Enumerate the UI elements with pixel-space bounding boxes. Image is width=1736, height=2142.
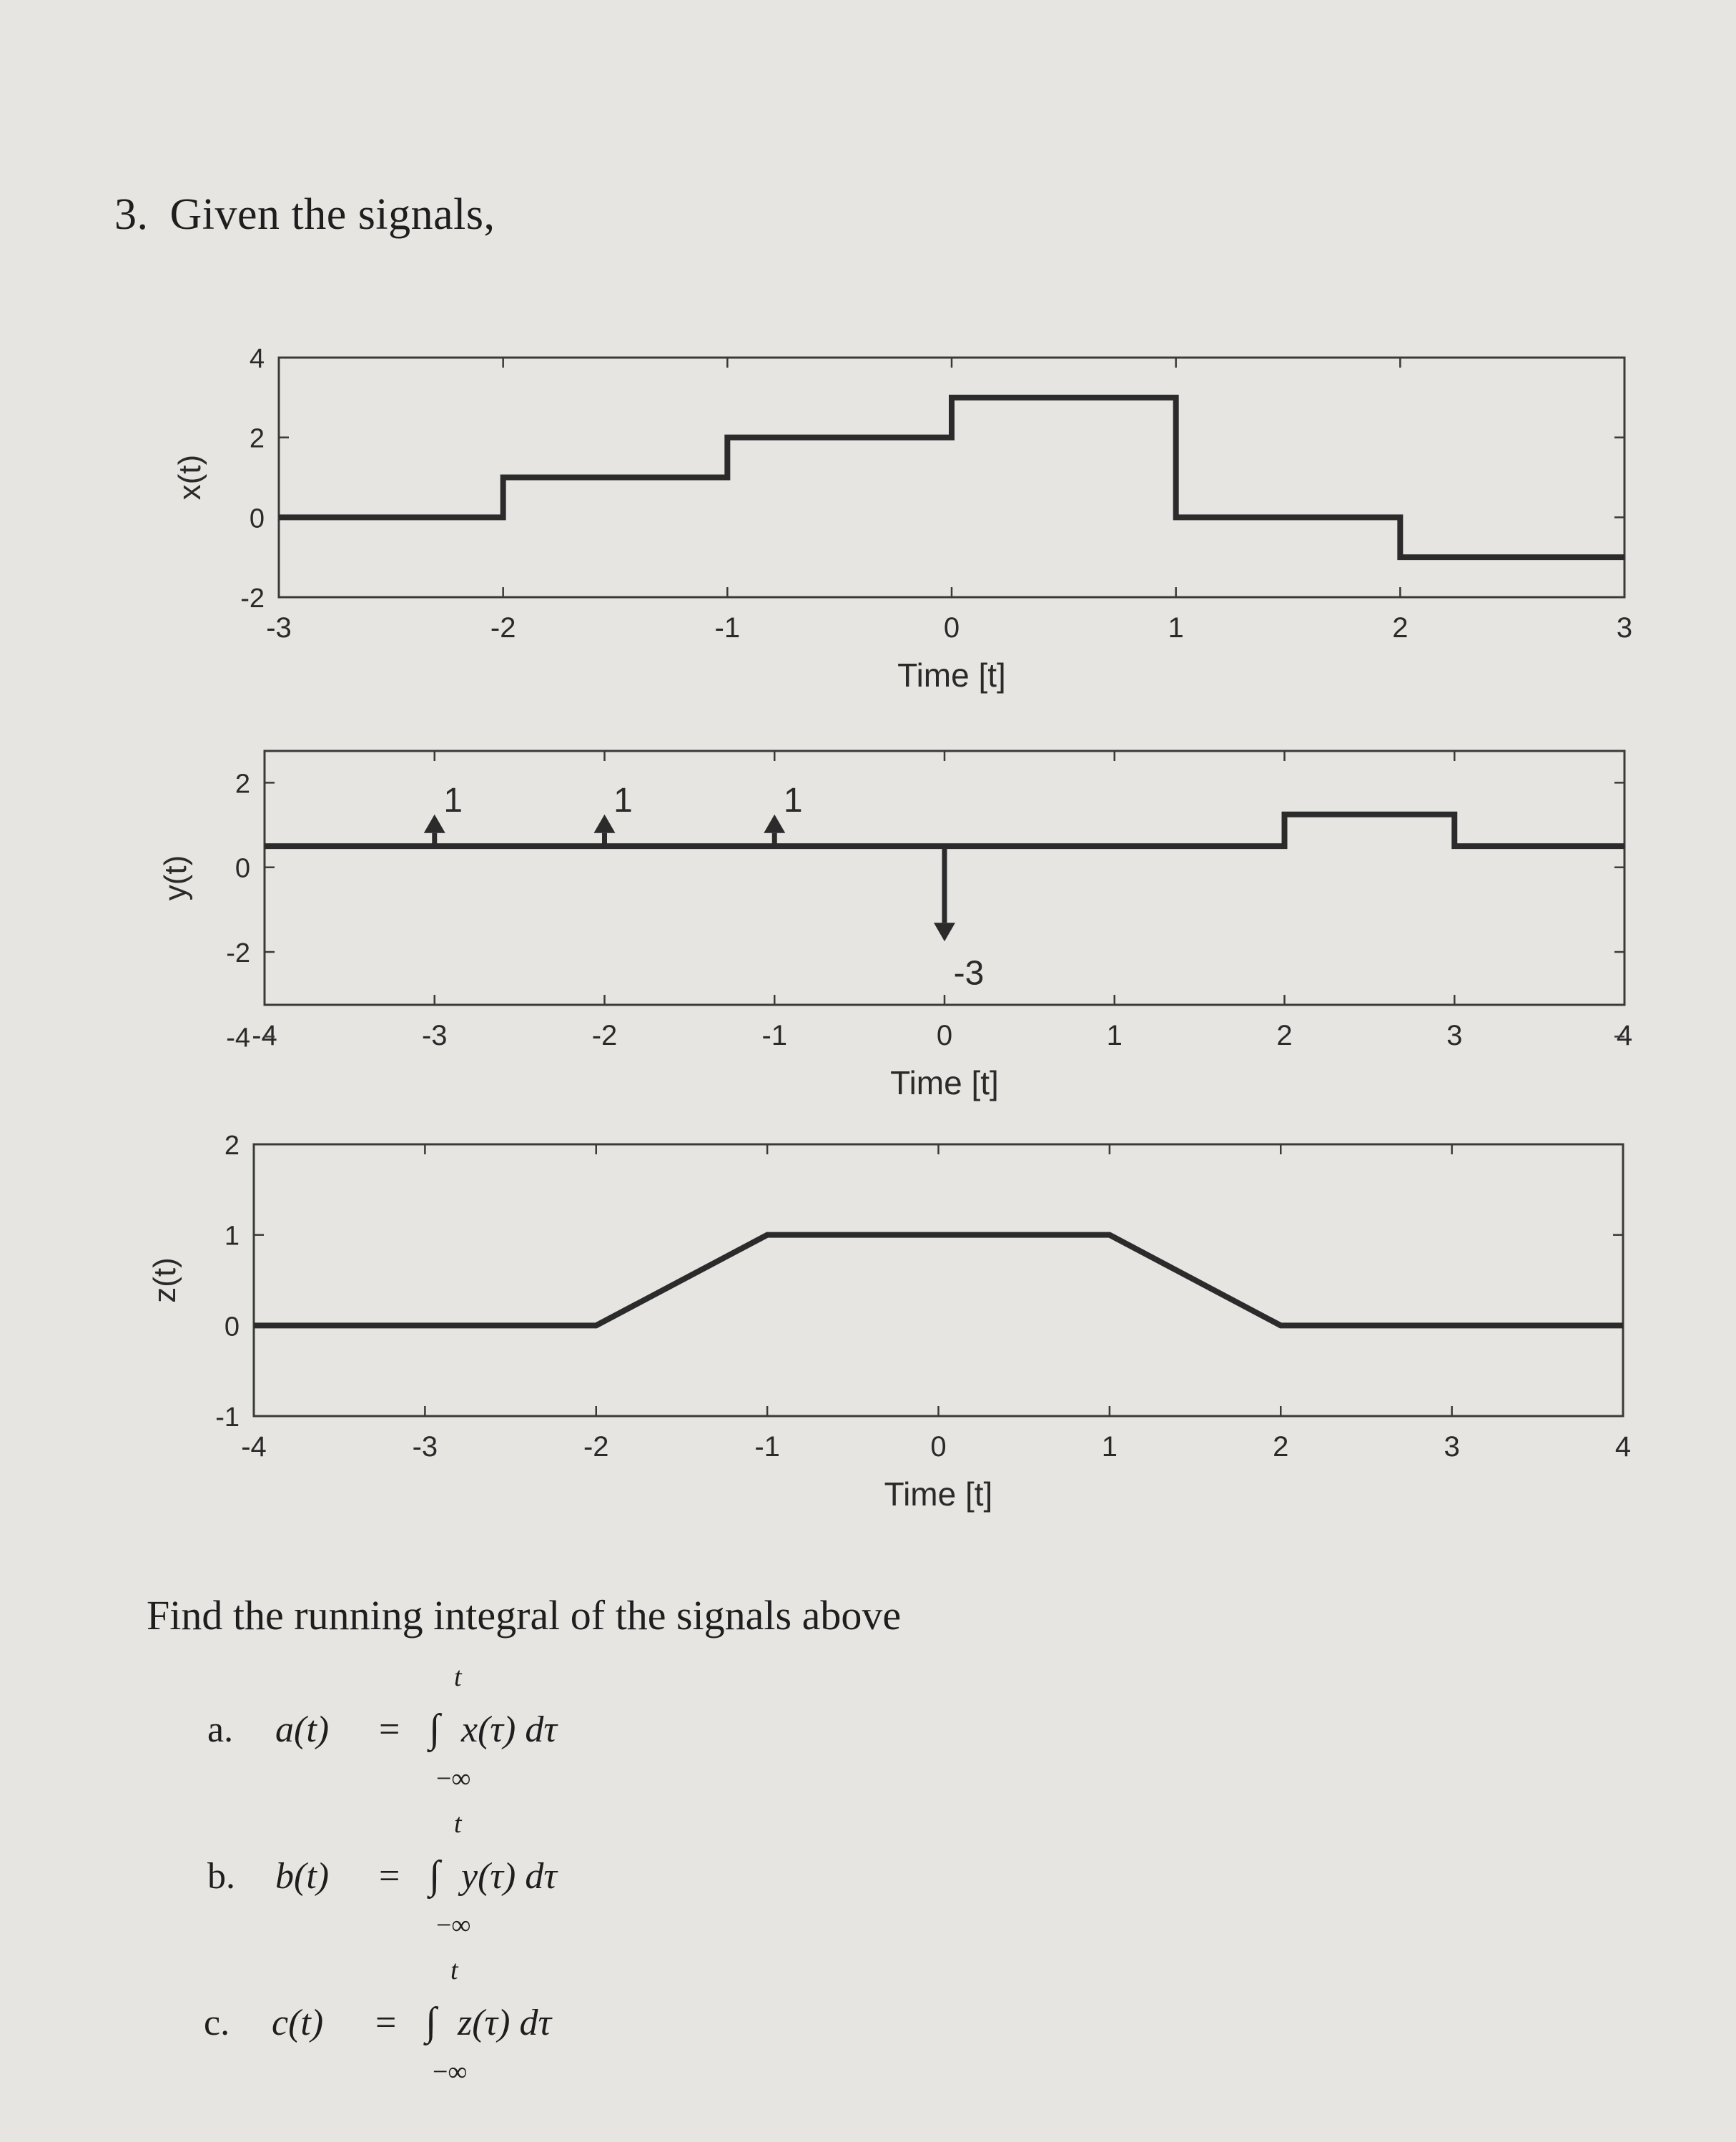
impulse-arrowhead [594, 815, 616, 833]
lower-limit: −∞ [436, 1910, 471, 1940]
y-tick-label: 2 [249, 423, 265, 454]
x-tick-label: 1 [1101, 1431, 1118, 1463]
signal-line [279, 398, 1624, 557]
x-axis-label: Time [t] [890, 1064, 999, 1101]
impulse-weight-label: 1 [443, 781, 463, 820]
x-tick-label: 4 [1614, 1431, 1632, 1463]
x-tick-label: -2 [490, 612, 516, 644]
equals-sign: = [375, 2003, 397, 2043]
impulse-weight-label: 1 [613, 781, 633, 820]
y-tick-label: -1 [215, 1402, 240, 1433]
plot-frame [279, 358, 1624, 597]
part-label: a. [207, 1709, 234, 1750]
integrand: x(τ) dτ [461, 1709, 557, 1750]
y-tick-label: 0 [235, 853, 250, 884]
x-tick-label: -3 [266, 612, 292, 644]
integral-part [207, 1706, 557, 1752]
integral-sign: ∫ [429, 1853, 440, 1897]
impulse-weight-label: -3 [953, 954, 985, 993]
problem-number: 3. [114, 190, 149, 239]
problem-heading [114, 190, 495, 240]
x-tick-label: -3 [421, 1020, 448, 1051]
signal-line [254, 1235, 1623, 1326]
y-axis-label: x(t) [172, 454, 207, 501]
integrand: z(τ) dτ [458, 2003, 552, 2043]
plot-frame [254, 1144, 1623, 1416]
lower-limit: −∞ [433, 2057, 468, 2087]
part-label: b. [207, 1856, 235, 1897]
upper-limit: t [450, 1955, 458, 1985]
x-tick-label: 2 [1276, 1020, 1293, 1051]
instruction-text: Find the running integral of the signals above [147, 1592, 902, 1639]
x-tick-label: 0 [936, 1020, 953, 1051]
x-tick-label: -3 [412, 1431, 438, 1463]
y-signal-plot [0, 729, 1736, 1101]
x-tick-label: 4 [1616, 1020, 1633, 1051]
x-tick-label: -4 [252, 1020, 277, 1051]
impulse-arrowhead [764, 815, 785, 833]
y-tick-label: 2 [224, 1131, 240, 1161]
equals-sign: = [379, 1709, 400, 1750]
x-tick-label: 1 [1168, 612, 1184, 644]
impulse-arrowhead [934, 923, 955, 941]
y-tick-label: 2 [235, 769, 250, 800]
y-tick-label: 0 [249, 503, 265, 534]
x-tick-label: 1 [1106, 1020, 1123, 1051]
z-signal-plot [0, 1123, 1736, 1513]
equals-sign: = [379, 1856, 400, 1897]
x-tick-label: 3 [1616, 612, 1633, 644]
upper-limit: t [454, 1809, 462, 1839]
y-axis-label: y(t) [158, 855, 193, 901]
x-tick-label: -2 [583, 1431, 609, 1463]
integrand: y(τ) dτ [461, 1856, 557, 1897]
y-tick-label: -2 [226, 938, 250, 969]
x-tick-label: -4 [241, 1431, 267, 1463]
x-tick-label: 3 [1446, 1020, 1463, 1051]
x-tick-label: -1 [714, 612, 741, 644]
y-tick-label: 0 [224, 1312, 240, 1342]
part-label: c. [204, 2003, 230, 2043]
integral-sign: ∫ [429, 1706, 440, 1751]
part-function: b(t) [275, 1856, 330, 1897]
x-tick-label: -1 [754, 1431, 780, 1463]
lower-limit: −∞ [436, 1764, 471, 1794]
x-tick-label: 3 [1444, 1431, 1460, 1463]
x-tick-label: 2 [1392, 612, 1409, 644]
x-signal-plot [0, 336, 1736, 708]
impulse-arrowhead [424, 815, 445, 833]
y-tick-label: 1 [224, 1221, 240, 1252]
x-axis-label: Time [t] [897, 657, 1006, 694]
signal-line [265, 815, 1624, 846]
integral-part [207, 1852, 557, 1898]
part-function: a(t) [275, 1709, 330, 1750]
part-function: c(t) [272, 2003, 324, 2043]
y-tick-label: 4 [249, 344, 265, 374]
impulse-weight-label: 1 [783, 781, 803, 820]
y-axis-label: z(t) [147, 1257, 182, 1303]
integral-sign: ∫ [425, 2000, 437, 2044]
y-tick-label: -4 [226, 1023, 250, 1053]
upper-limit: t [454, 1662, 462, 1692]
y-tick-label: -2 [240, 584, 265, 614]
x-tick-label: -1 [761, 1020, 788, 1051]
x-tick-label: 0 [930, 1431, 947, 1463]
x-tick-label: -2 [591, 1020, 618, 1051]
x-tick-label: 2 [1273, 1431, 1289, 1463]
x-axis-label: Time [t] [884, 1475, 993, 1513]
integral-part [204, 1999, 551, 2045]
problem-heading-text: Given the signals, [169, 190, 495, 239]
x-tick-label: 0 [943, 612, 960, 644]
